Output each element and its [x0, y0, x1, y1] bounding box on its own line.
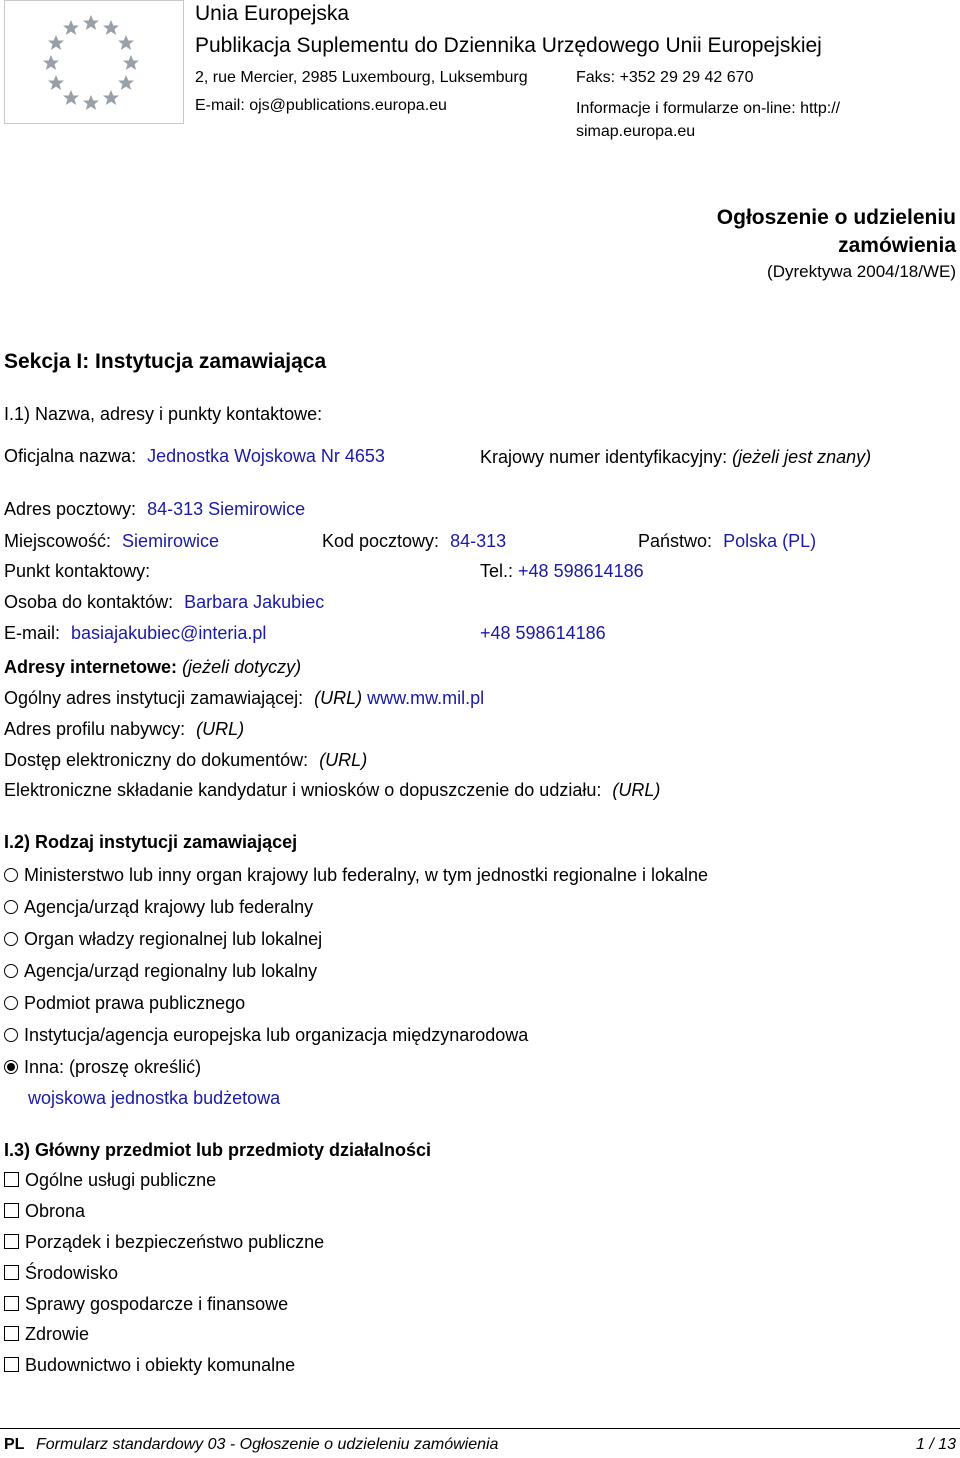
electronic-access-label: Dostęp elektroniczny do dokumentów: — [4, 750, 309, 770]
city-row — [4, 531, 219, 552]
radio-checked-icon[interactable] — [4, 1060, 18, 1074]
activity-option-label: Ogólne usługi publiczne — [25, 1170, 217, 1190]
contact-person-row — [4, 592, 324, 613]
postal-address-row — [4, 499, 305, 520]
checkbox-icon[interactable] — [4, 1326, 19, 1341]
radio-icon[interactable] — [4, 932, 18, 946]
official-name-value: Jednostka Wojskowa Nr 4653 — [147, 446, 385, 466]
postal-address-value: 84-313 Siemirowice — [147, 499, 306, 519]
postal-address-label: Adres pocztowy: — [4, 499, 137, 519]
general-address-row — [4, 688, 484, 709]
footer-language-code: PL — [4, 1436, 25, 1453]
checkbox-icon[interactable] — [4, 1296, 19, 1311]
general-address-url-tag: (URL) — [314, 688, 363, 708]
postcode-row — [322, 531, 506, 552]
activity-option[interactable] — [4, 1294, 288, 1315]
subsection-1-3-title: I.3) Główny przedmiot lub przedmioty działalności — [4, 1140, 432, 1160]
country-value: Polska (PL) — [723, 531, 817, 551]
internet-addresses-row — [4, 657, 301, 678]
radio-icon[interactable] — [4, 964, 18, 978]
activity-option[interactable] — [4, 1170, 216, 1191]
authority-option-label: Organ władzy regionalnej lub lokalnej — [24, 929, 323, 949]
document-directive: (Dyrektywa 2004/18/WE) — [767, 262, 956, 281]
activity-option-label: Środowisko — [25, 1263, 119, 1283]
authority-option[interactable] — [4, 865, 708, 886]
header-info-link[interactable]: Informacje i formularze on-line: http:// simap.europa.eu — [576, 100, 841, 140]
tel-label: Tel.: — [480, 561, 514, 581]
header-org: Unia Europejska — [195, 2, 350, 25]
authority-option-label: Instytucja/agencja europejska lub organizacja międzynarodowa — [24, 1025, 529, 1045]
checkbox-icon[interactable] — [4, 1265, 19, 1280]
radio-icon[interactable] — [4, 900, 18, 914]
country-row — [638, 531, 816, 552]
contact-person-value: Barbara Jakubiec — [184, 592, 325, 612]
activity-option-label: Sprawy gospodarcze i finansowe — [25, 1294, 289, 1314]
eu-flag-logo — [4, 0, 184, 124]
national-id-row — [480, 446, 880, 469]
activity-option-label: Zdrowie — [25, 1324, 90, 1344]
authority-option-label: Podmiot prawa publicznego — [24, 993, 246, 1013]
official-name-row — [4, 446, 385, 467]
contact-person-label: Osoba do kontaktów: — [4, 592, 174, 612]
national-id-label: Krajowy numer identyfikacyjny: — [480, 447, 728, 467]
authority-option[interactable] — [4, 929, 322, 950]
eu-stars-icon — [5, 1, 183, 123]
authority-option[interactable] — [4, 993, 245, 1014]
tel-value: +48 598614186 — [518, 561, 644, 581]
activity-option[interactable] — [4, 1355, 295, 1376]
national-id-note: (jeżeli jest znany) — [732, 447, 872, 467]
authority-option[interactable] — [4, 961, 317, 982]
authority-option-other[interactable] — [4, 1057, 201, 1078]
contact-point-label: Punkt kontaktowy: — [4, 561, 151, 581]
electronic-submission-label: Elektroniczne składanie kandydatur i wniosków o dopuszczenie do udziału: — [4, 780, 602, 800]
authority-option[interactable] — [4, 897, 313, 918]
authority-option-label: Inna: (proszę określić) — [24, 1057, 202, 1077]
radio-icon[interactable] — [4, 868, 18, 882]
footer-form-name: Formularz standardowy 03 - Ogłoszenie o udzieleniu zamówienia — [36, 1436, 499, 1453]
authority-option-label: Ministerstwo lub inny organ krajowy lub federalny, w tym jednostki regionalne i lokalne — [24, 865, 708, 885]
postcode-value: 84-313 — [450, 531, 507, 551]
electronic-access-url-tag: (URL) — [319, 750, 368, 770]
activity-option[interactable] — [4, 1201, 85, 1222]
subsection-1-1-title: I.1) Nazwa, adresy i punkty kontaktowe: — [4, 404, 323, 424]
postcode-label: Kod pocztowy: — [322, 531, 440, 551]
header-publication: Publikacja Suplementu do Dziennika Urzędowego Unii Europejskiej — [195, 34, 822, 57]
city-value: Siemirowice — [122, 531, 220, 551]
official-name-label: Oficjalna nazwa: — [4, 446, 137, 466]
activity-option[interactable] — [4, 1324, 89, 1345]
electronic-submission-url-tag: (URL) — [612, 780, 661, 800]
activity-option-label: Obrona — [25, 1201, 86, 1221]
activity-option[interactable] — [4, 1263, 118, 1284]
checkbox-icon[interactable] — [4, 1203, 19, 1218]
subsection-1-2-title: I.2) Rodzaj instytucji zamawiającej — [4, 832, 298, 852]
general-address-label: Ogólny adres instytucji zamawiającej: — [4, 688, 304, 708]
checkbox-icon[interactable] — [4, 1234, 19, 1249]
tel-row — [480, 561, 644, 582]
buyer-profile-label: Adres profilu nabywcy: — [4, 719, 186, 739]
electronic-access-row — [4, 750, 367, 771]
authority-option[interactable] — [4, 1025, 528, 1046]
general-address-link[interactable]: www.mw.mil.pl — [367, 688, 485, 708]
header-fax: Faks: +352 29 29 42 670 — [576, 69, 754, 86]
section-title: Sekcja I: Instytucja zamawiająca — [4, 350, 327, 373]
header-address: 2, rue Mercier, 2985 Luxembourg, Luksemburg — [195, 69, 528, 86]
footer-page-number: 1 / 13 — [915, 1436, 956, 1453]
activity-option-label: Budownictwo i obiekty komunalne — [25, 1355, 296, 1375]
footer-divider — [0, 1428, 960, 1429]
header-email: E-mail: ojs@publications.europa.eu — [195, 97, 447, 114]
authority-option-label: Agencja/urząd krajowy lub federalny — [24, 897, 314, 917]
email-row — [4, 623, 266, 644]
city-label: Miejscowość: — [4, 531, 112, 551]
activity-option-label: Porządek i bezpieczeństwo publiczne — [25, 1232, 325, 1252]
checkbox-icon[interactable] — [4, 1172, 19, 1187]
internet-note: (jeżeli dotyczy) — [182, 657, 302, 677]
radio-icon[interactable] — [4, 996, 18, 1010]
document-title: Ogłoszenie o udzieleniu zamówienia — [716, 206, 956, 257]
buyer-profile-row — [4, 719, 244, 740]
authority-option-label: Agencja/urząd regionalny lub lokalny — [24, 961, 318, 981]
checkbox-icon[interactable] — [4, 1357, 19, 1372]
internet-label: Adresy internetowe: — [4, 657, 178, 677]
fax-value: +48 598614186 — [480, 623, 606, 643]
email-label: E-mail: — [4, 623, 61, 643]
authority-other-value: wojskowa jednostka budżetowa — [28, 1088, 281, 1108]
email-value[interactable]: basiajakubiec@interia.pl — [71, 623, 267, 643]
radio-icon[interactable] — [4, 1028, 18, 1042]
buyer-profile-url-tag: (URL) — [196, 719, 245, 739]
activity-option[interactable] — [4, 1232, 324, 1253]
country-label: Państwo: — [638, 531, 713, 551]
electronic-submission-row — [4, 780, 660, 801]
